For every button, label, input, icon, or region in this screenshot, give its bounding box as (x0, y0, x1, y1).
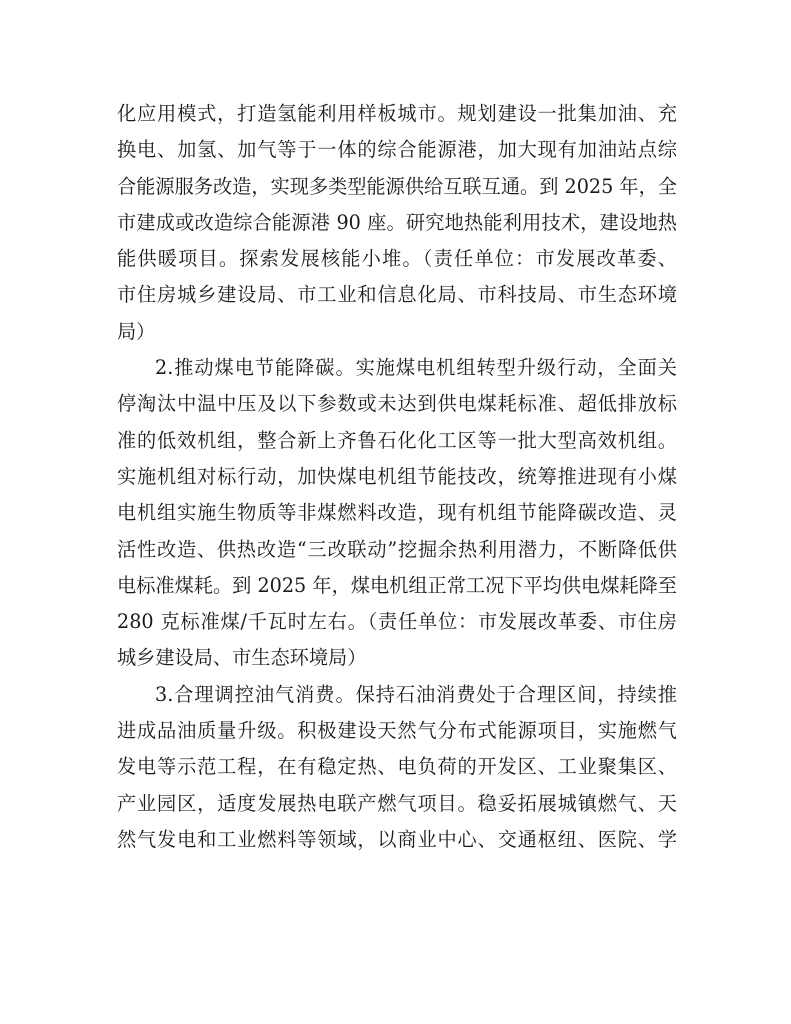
text-line: 能供暖项目。探索发展核能小堆。（责任单位：市发展改革委、 (117, 247, 677, 271)
text-line: 活性改造、供热改造“三改联动”挖掘余热利用潜力，不断降低供 (117, 537, 677, 561)
text-line: 电机组实施生物质等非煤燃料改造，现有机组节能降碳改造、灵 (117, 501, 677, 525)
text-line: 准的低效机组，整合新上齐鲁石化化工区等一批大型高效机组。 (117, 428, 677, 452)
text-line: 市住房城乡建设局、市工业和信息化局、市科技局、市生态环境 (117, 283, 677, 307)
text-line: 实施机组对标行动，加快煤电机组节能技改，统筹推进现有小煤 (117, 464, 677, 488)
text-line: 换电、加氢、加气等于一体的综合能源港，加大现有加油站点综 (117, 138, 677, 162)
text-line: 合能源服务改造，实现多类型能源供给互联互通。到 2025 年，全 (117, 174, 677, 198)
text-line: 进成品油质量升级。积极建设天然气分布式能源项目，实施燃气 (117, 719, 677, 743)
text-line: 停淘汰中温中压及以下参数或未达到供电煤耗标准、超低排放标 (117, 392, 677, 416)
text-line: 然气发电和工业燃料等领域，以商业中心、交通枢纽、医院、学 (117, 827, 677, 851)
text-line: 市建成或改造综合能源港 90 座。研究地热能利用技术，建设地热 (117, 210, 677, 234)
body-text (117, 96, 677, 858)
text-line: 发电等示范工程，在有稳定热、电负荷的开发区、工业聚集区、 (117, 755, 677, 779)
text-line: 280 克标准煤/千瓦时左右。（责任单位：市发展改革委、市住房 (117, 610, 677, 634)
text-line: 局） (117, 319, 156, 343)
text-line: 产业园区，适度发展热电联产燃气项目。稳妥拓展城镇燃气、天 (117, 791, 677, 815)
text-line: 电标准煤耗。到 2025 年，煤电机组正常工况下平均供电煤耗降至 (117, 573, 677, 597)
text-line: 3.合理调控油气消费。保持石油消费处于合理区间，持续推 (155, 682, 677, 706)
text-line: 化应用模式，打造氢能利用样板城市。规划建设一批集加油、充 (117, 102, 677, 125)
text-line: 2.推动煤电节能降碳。实施煤电机组转型升级行动，全面关 (155, 356, 677, 380)
text-line: 城乡建设局、市生态环境局） (117, 646, 367, 670)
